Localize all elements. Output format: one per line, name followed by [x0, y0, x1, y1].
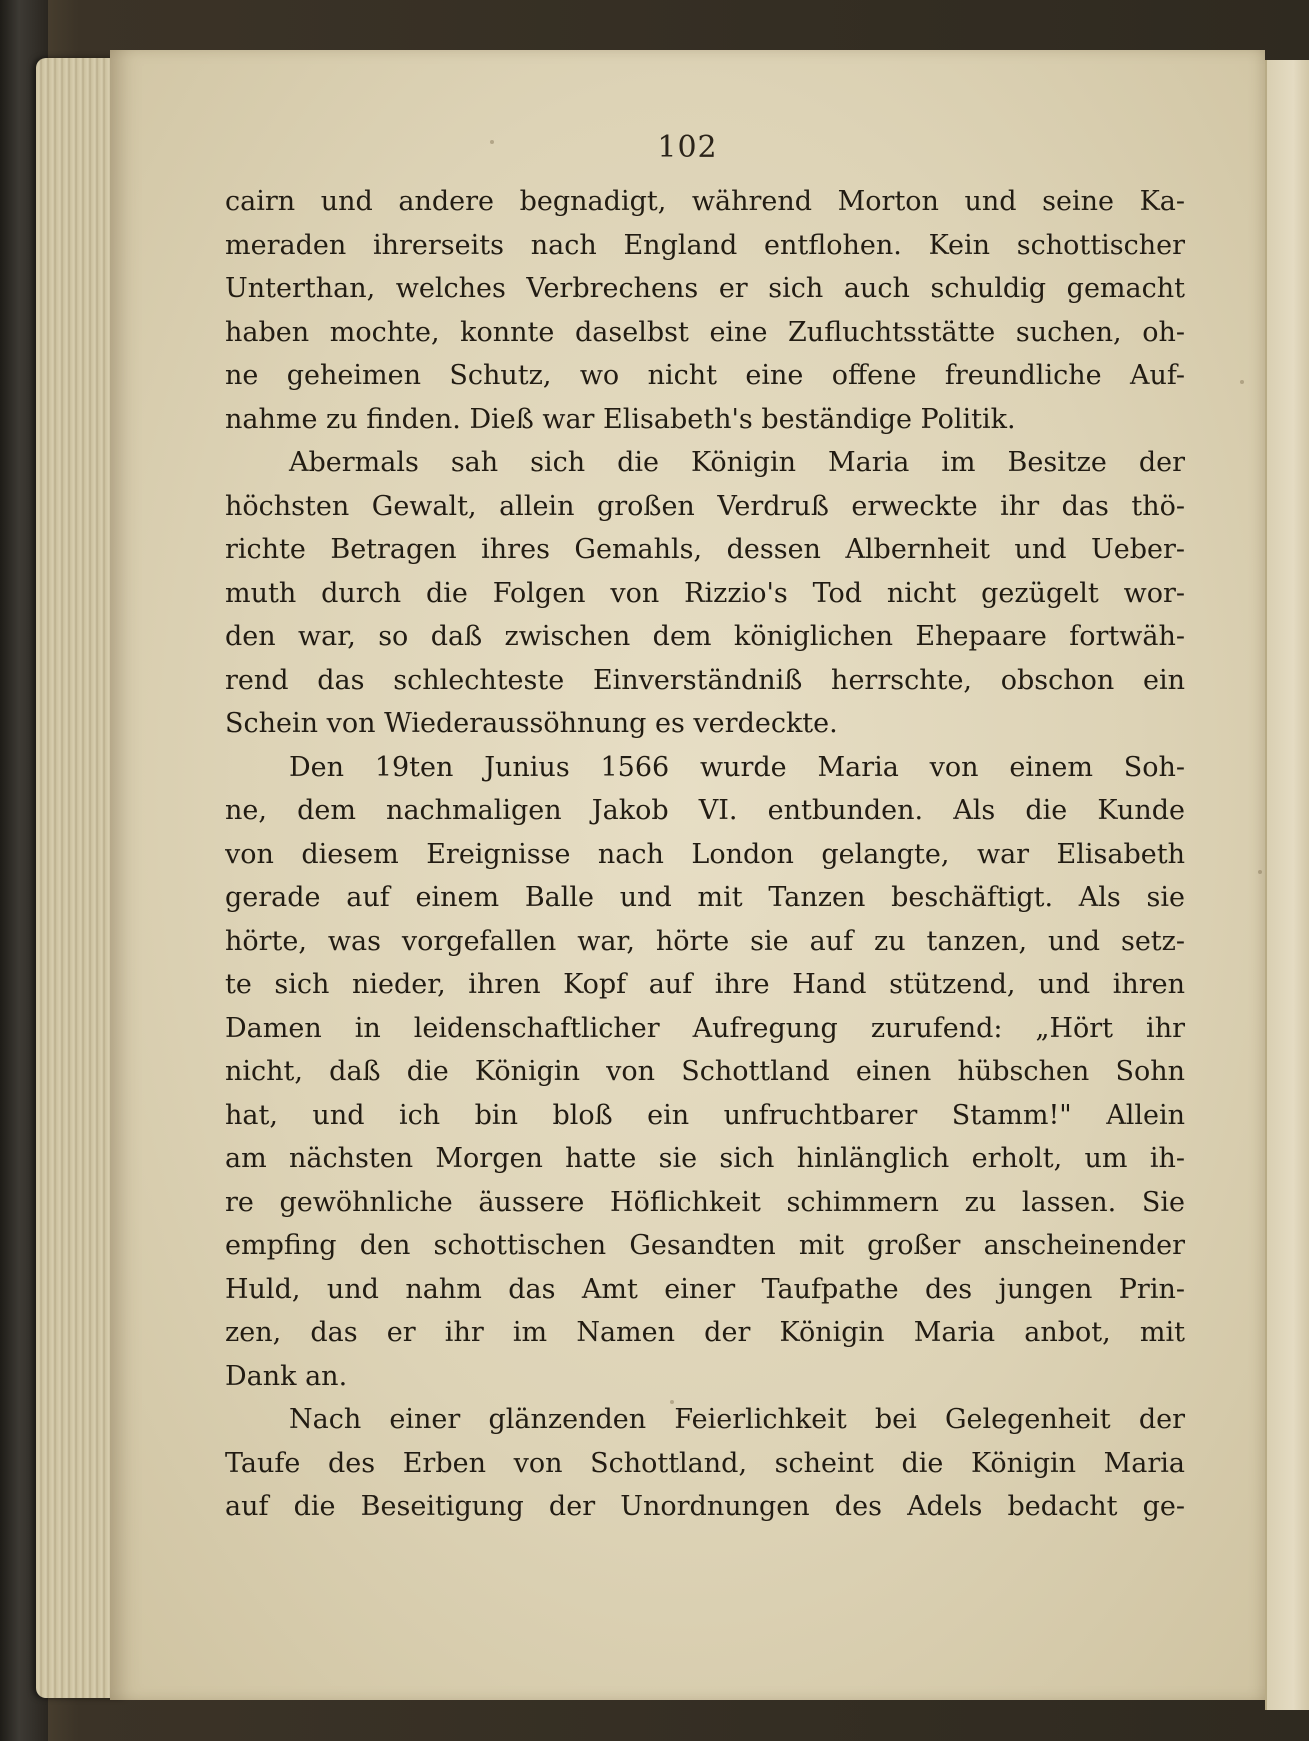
text-line: hat, und ich bin bloß ein unfruchtbarer Stamm!" Allein [225, 1099, 1185, 1131]
paper-speck [1240, 380, 1244, 384]
text-line: meraden ihrerseits nach England entflohen. Kein schottischer [225, 229, 1185, 261]
text-line: den war, so daß zwischen dem königlichen Ehepaare fortwäh- [225, 621, 1185, 652]
text-line: Nach einer glänzenden Feierlichkeit bei Gelegenheit der [289, 1404, 1185, 1435]
text-line: Den 19ten Junius 1566 wurde Maria von einem Soh- [289, 751, 1185, 783]
text-line: Unterthan, welches Verbrechens er sich auch schuldig gemacht [225, 273, 1185, 304]
text-line: Schein von Wiederaussöhnung es verdeckte. [225, 708, 838, 739]
text-line: re gewöhnliche äussere Höflichkeit schimmern zu lassen. Sie [225, 1186, 1185, 1218]
text-line: te sich nieder, ihren Kopf auf ihre Hand stützend, und ihren [225, 969, 1185, 1000]
text-line: ne geheimen Schutz, wo nicht eine offene freundliche Auf- [225, 360, 1185, 391]
text-line: Abermals sah sich die Königin Maria im Besitze der [289, 447, 1185, 478]
text-line: haben mochte, konnte daselbst eine Zufluchtsstätte suchen, oh- [225, 316, 1185, 348]
text-line: von diesem Ereignisse nach London gelangte, war Elisabeth [225, 838, 1185, 870]
text-line: nicht, daß die Königin von Schottland einen hübschen Sohn [225, 1056, 1185, 1087]
paper-speck [1258, 870, 1262, 874]
text-line: auf die Beseitigung der Unordnungen des Adels bedacht ge- [225, 1491, 1185, 1522]
text-line: richte Betragen ihres Gemahls, dessen Albernheit und Ueber- [225, 534, 1185, 565]
text-line: Damen in leidenschaftlicher Aufregung zurufend: „Hört ihr [225, 1012, 1185, 1044]
page-number: 102 [657, 130, 718, 165]
text-line: rend das schlechteste Einverständniß herrschte, obschon ein [225, 664, 1185, 696]
text-line: muth durch die Folgen von Rizzio's Tod nicht gezügelt wor- [225, 577, 1185, 609]
text-line: ne, dem nachmaligen Jakob VI. entbunden. Als die Kunde [225, 795, 1185, 826]
book-page [110, 50, 1265, 1700]
text-line: nahme zu finden. Dieß war Elisabeth's beständige Politik. [225, 403, 1016, 435]
text-line: am nächsten Morgen hatte sie sich hinlänglich erholt, um ih- [225, 1143, 1185, 1174]
text-line: Taufe des Erben von Schottland, scheint die Königin Maria [225, 1447, 1185, 1479]
paper-speck [670, 1400, 674, 1404]
text-line: empfing den schottischen Gesandten mit großer anscheinender [225, 1230, 1185, 1261]
text-line: Huld, und nahm das Amt einer Taufpathe des jungen Prin- [225, 1273, 1185, 1305]
text-line: zen, das er ihr im Namen der Königin Maria anbot, mit [225, 1317, 1185, 1348]
body-text [225, 180, 1185, 1529]
text-line: hörte, was vorgefallen war, hörte sie auf zu tanzen, und setz- [225, 925, 1185, 957]
next-page-edge [1265, 60, 1309, 1710]
text-line: höchsten Gewalt, allein großen Verdruß erweckte ihr das thö- [225, 490, 1185, 522]
paper-speck [490, 140, 494, 144]
text-line: cairn und andere begnadigt, während Morton und seine Ka- [225, 186, 1185, 217]
text-line: Dank an. [225, 1360, 348, 1392]
text-line: gerade auf einem Balle und mit Tanzen beschäftigt. Als sie [225, 882, 1185, 913]
